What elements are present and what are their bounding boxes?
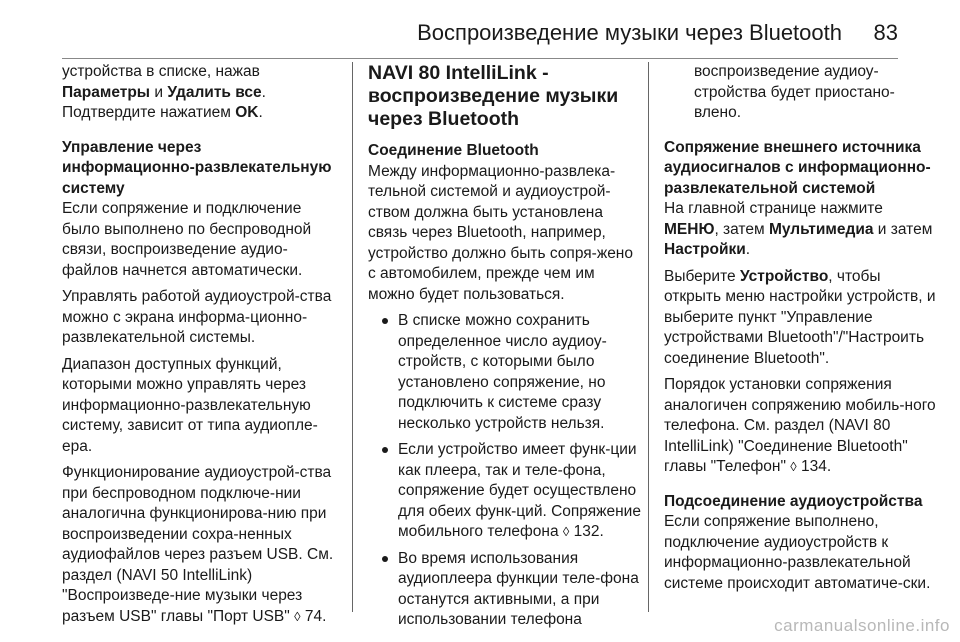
column-divider-1 — [352, 62, 353, 612]
list-item: Если устройство имеет функ-ции как плеера, так и теле-фона, сопряжение будет осуществлено для обеих функ-ций. Сопряжение мобильного телефона ◊ 132. — [368, 440, 643, 543]
params-label: Параметры — [62, 83, 151, 101]
column-middle — [368, 62, 643, 637]
column-right — [664, 62, 939, 600]
multimedia-label: Мультимедиа — [768, 220, 874, 238]
subheading-bluetooth-connection: Соединение Bluetooth — [368, 142, 539, 159]
list-item: В списке можно сохранить определенное число аудиоу-стройств, с которыми было установлено сопряжение, но подключить к системе сразу несколько устройств нельзя. — [368, 311, 643, 434]
page-reference-icon: ◊ — [790, 459, 797, 474]
intro-paragraph: устройства в списке, нажав Параметры и Удалить все. Подтвердите нажатием OK. — [62, 63, 266, 121]
paragraph: Функционирование аудиоустрой-ства при беспроводном подключе-нии аналогична функционирова-нию при воспроизведении сохра-ненных аудиофайлов через разъем USB. См. раздел (NAVI 50 IntelliLink) "Воспроизведе-ние музыки через разъем USB" главы "Порт USB" ◊ 74. — [62, 463, 337, 627]
paragraph: Диапазон доступных функций, которыми можно управлять через информационно-развлекательную систему, зависит от типа аудиопле-ера. — [62, 355, 318, 455]
section-heading-navi80: NAVI 80 IntelliLink - воспроизведение музыки через Bluetooth — [368, 62, 619, 130]
bullet-list — [368, 311, 643, 631]
list-item: Во время использования аудиоплеера функции теле-фона останутся активными, а при использовании телефона — [368, 549, 643, 631]
page-reference: 132. — [573, 523, 604, 540]
paragraph: Управлять работой аудиоустрой-ства можно с экрана информа-ционно-развлекательной системы. — [62, 288, 332, 346]
watermark: carmanualsonline.info — [774, 616, 950, 635]
paragraph: Если сопряжение выполнено, подключение аудиоустройств к информационно-развлекательной системе происходит автоматиче-ски. — [664, 513, 931, 592]
header-divider — [62, 58, 898, 59]
device-label: Устройство — [739, 267, 829, 285]
page-reference-icon: ◊ — [562, 524, 570, 539]
continued-bullet-text: воспроизведение аудиоу-стройства будет приостано-влено. — [694, 63, 895, 121]
column-divider-2 — [648, 62, 649, 612]
menu-label: МЕНЮ — [664, 220, 715, 238]
paragraph: Между информационно-развлека-тельной системой и аудиоустрой-ством должна быть установлена связь через Bluetooth, например, устройство должно быть сопря-жено с автомобилем, прежде чем им можно будет пользоваться. — [368, 162, 633, 303]
paragraph: Выберите Устройство, чтобы открыть меню настройки устройств, и выберите пункт "Управление устройствами Bluetooth"/"Настроить соединение Bluetooth". — [664, 267, 936, 367]
page-reference-icon: ◊ — [294, 608, 301, 624]
page-reference: 134. — [801, 458, 832, 475]
page-reference: 74. — [304, 607, 327, 625]
section-heading-control: Управление через информационно-развлекательную систему — [62, 138, 332, 197]
settings-label: Настройки — [664, 241, 746, 258]
section-heading-pairing: Сопряжение внешнего источника аудиосигналов с информационно-развлекательной системой — [664, 138, 931, 197]
page-title: Воспроизведение музыки через Bluetooth — [417, 20, 842, 45]
paragraph: Порядок установки сопряжения аналогичен сопряжению мобиль-ного телефона. См. раздел (NAVI 80 IntelliLink) "Соединение Bluetooth" главы "Телефон" ◊ 134. — [664, 375, 939, 478]
delete-all-label: Удалить все — [167, 83, 262, 101]
paragraph: На главной странице нажмите МЕНЮ, затем Мультимедиа и затем Настройки. — [664, 200, 933, 258]
paragraph: Если сопряжение и подключение было выполнено по беспроводной связи, воспроизведение аудио-файлов начнется автоматически. — [62, 200, 312, 279]
column-left — [62, 62, 337, 633]
section-heading-connect-device: Подсоединение аудиоустройства — [664, 492, 923, 510]
page-number: 83 — [873, 20, 898, 45]
ok-label: OK — [235, 104, 259, 121]
page-header — [62, 10, 898, 50]
